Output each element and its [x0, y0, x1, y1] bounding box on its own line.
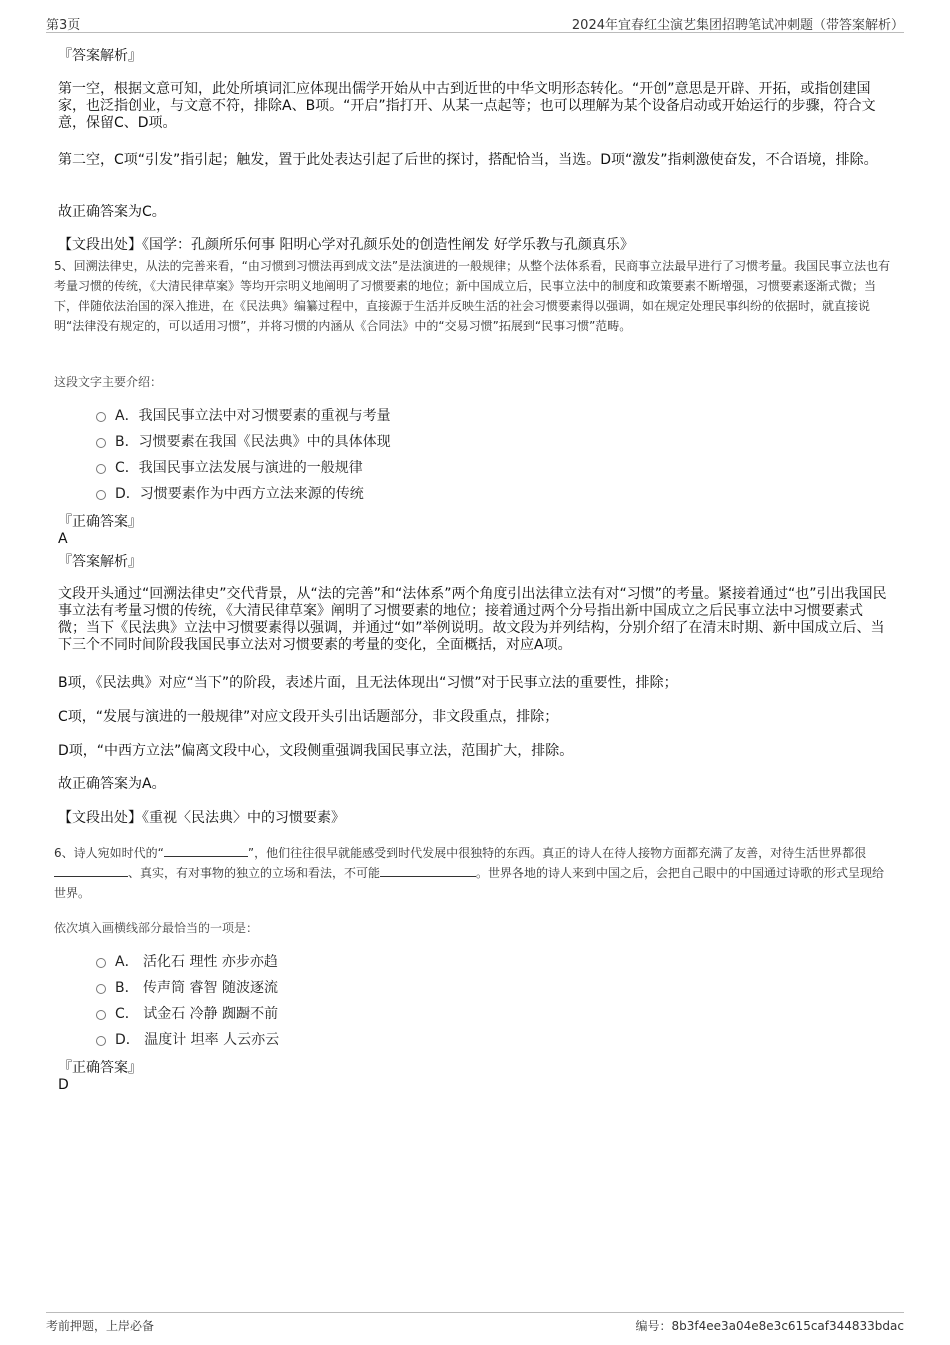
q5-option-a[interactable] — [96, 405, 391, 425]
q5-source: 【文段出处】《重视〈民法典〉中的习惯要素》 — [58, 810, 345, 826]
q5-correct-answer: A — [58, 531, 68, 547]
q6-blank-1 — [164, 844, 248, 857]
q5-analysis-label: 『答案解析』 — [58, 554, 142, 570]
q5-option-d[interactable] — [96, 483, 364, 503]
q5-analysis-p3: C项，“发展与演进的一般规律”对应文段开头引出话题部分，非文段重点，排除； — [58, 709, 559, 725]
q5-conclusion: 故正确答案为A。 — [58, 776, 166, 792]
footer-slogan: 考前押题，上岸必备 — [46, 1319, 155, 1333]
q5-question: 5、回溯法律史，从法的完善来看，“由习惯到习惯法再到成文法”是法演进的一般规律；从整个法体系看，民商事立法最早进行了习惯考量。我国民事立法也有考量习惯的传统，《大清民律草案》等均开宗明义地阐明了习惯要素的地位；新中国成立后，民事立法中的制度和政策要素不断增强，习惯要素逐渐式微；当下，伴随依法治国的深入推进，在《民法典》编纂过程中，直接源于生活并反映生活的社会习惯要素得以强调，如在规定处理民事纠纷的依据时，就直接说明“法律没有规定的，可以适用习惯”，并将习惯的内涵从《合同法》中的“交易习惯”拓展到“民事习惯”范畴。 — [54, 259, 891, 333]
q5-option-c[interactable] — [96, 457, 363, 477]
radio-icon[interactable] — [96, 958, 106, 968]
q6-option-b[interactable] — [96, 977, 278, 997]
page-number: 第3页 — [46, 18, 81, 33]
q6-text-3: 、真实，有对事物的独立的立场和看法，不可能 — [128, 866, 381, 880]
q4-analysis-p1: 第一空，根据文意可知，此处所填词汇应体现出儒学开始从中古到近世的中华文明形态转化。“开创”意思是开辟、开拓，或指创建国家，也泛指创业，与文意不符，排除A、B项。“开启”指打开、从某一点起等；也可以理解为某个设备启动或开始运行的步骤，符合文意，保留C、D项。 — [58, 81, 876, 131]
q6-correct-label: 『正确答案』 — [58, 1060, 142, 1076]
q5-correct-label: 『正确答案』 — [58, 514, 142, 530]
option-label: D．习惯要素作为中西方立法来源的传统 — [115, 486, 364, 502]
q6-correct-answer: D — [58, 1077, 69, 1093]
page-footer — [46, 1312, 904, 1333]
q5-analysis-p1: 文段开头通过“回溯法律史”交代背景，从“法的完善”和“法体系”两个角度引出法律立法有对“习惯”的考量。紧接着通过“也”引出我国民事立法有考量习惯的传统，《大清民律草案》阐明了习惯要素的地位；接着通过两个分号指出新中国成立之后民事立法中习惯要素式微；当下《民法典》立法中习惯要素得以强调，并通过“如”举例说明。故文段为并列结构，分别介绍了在清末时期、新中国成立后、当下三个不同时间阶段我国民事立法对习惯要素的考量的变化，全面概括，对应A项。 — [58, 586, 887, 653]
q6-option-d[interactable] — [96, 1029, 279, 1049]
q5-option-b[interactable] — [96, 431, 391, 451]
q6-option-c[interactable] — [96, 1003, 278, 1023]
q6-question — [54, 843, 896, 903]
q4-source: 【文段出处】《国学：孔颜所乐何事 阳明心学对孔颜乐处的创造性阐发 好学乐教与孔颜真乐》 — [58, 237, 634, 253]
option-label: C． 试金石 冷静 踟蹰不前 — [115, 1006, 279, 1022]
q4-analysis-p2: 第二空，C项“引发”指引起；触发，置于此处表达引起了后世的探讨，搭配恰当，当选。D项“激发”指刺激使奋发，不合语境，排除。 — [58, 152, 878, 168]
option-label: C．我国民事立法发展与演进的一般规律 — [115, 460, 363, 476]
q5-analysis-p4: D项，“中西方立法”偏离文段中心，文段侧重强调我国民事立法，范围扩大，排除。 — [58, 743, 574, 759]
radio-icon[interactable] — [96, 1036, 106, 1046]
radio-icon[interactable] — [96, 490, 106, 500]
q6-blank-3 — [380, 864, 476, 877]
radio-icon[interactable] — [96, 412, 106, 422]
option-label: D． 温度计 坦率 人云亦云 — [115, 1032, 280, 1048]
q6-text-1: 6、诗人宛如时代的“ — [54, 846, 164, 860]
radio-icon[interactable] — [96, 438, 106, 448]
q5-analysis-p2: B项，《民法典》对应“当下”的阶段，表述片面，且无法体现出“习惯”对于民事立法的重要性，排除； — [58, 675, 678, 691]
document-title: 2024年宜春红尘演艺集团招聘笔试冲刺题（带答案解析） — [571, 18, 904, 33]
option-label: A． 活化石 理性 亦步亦趋 — [115, 954, 278, 970]
option-label: B． 传声筒 睿智 随波逐流 — [115, 980, 278, 996]
q6-option-a[interactable] — [96, 951, 278, 971]
q4-conclusion: 故正确答案为C。 — [58, 204, 166, 220]
radio-icon[interactable] — [96, 1010, 106, 1020]
q6-text-2: ”，他们往往很早就能感受到时代发展中很独特的东西。真正的诗人在待人接物方面都充满了友善，对待生活世界都很 — [247, 846, 867, 860]
document-id: 编号：8b3f4ee3a04e8e3c615caf344833bdac — [635, 1319, 904, 1333]
option-label: B．习惯要素在我国《民法典》中的具体体现 — [115, 434, 391, 450]
page-header — [46, 14, 904, 33]
q5-stem: 这段文字主要介绍： — [54, 375, 163, 389]
radio-icon[interactable] — [96, 984, 106, 994]
q6-stem: 依次填入画横线部分最恰当的一项是： — [54, 921, 259, 935]
option-label: A．我国民事立法中对习惯要素的重视与考量 — [115, 408, 391, 424]
q6-blank-2 — [54, 864, 128, 877]
q6-text-4: 。世界各地的诗人来到中国之后，会把自己眼中的中国通过诗歌的形式呈现给世界。 — [54, 866, 885, 900]
radio-icon[interactable] — [96, 464, 106, 474]
q4-analysis-label: 『答案解析』 — [58, 48, 142, 64]
